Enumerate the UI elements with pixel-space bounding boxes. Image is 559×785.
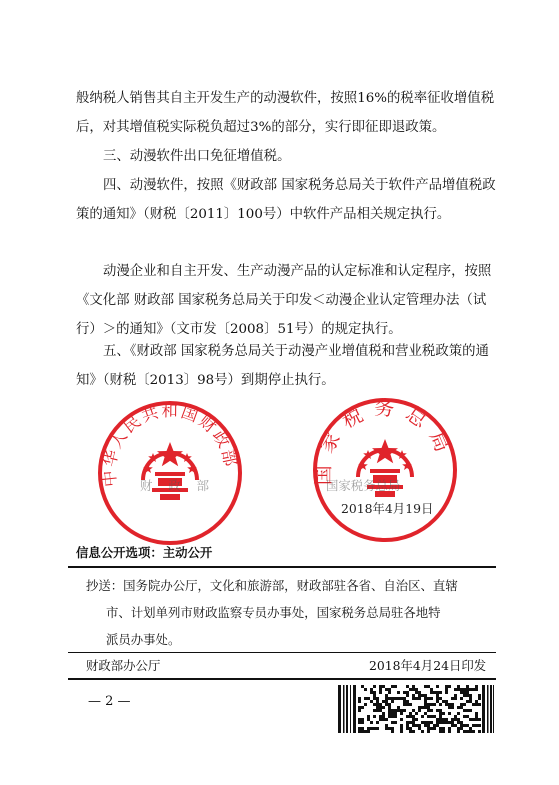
paragraph-enterprise-criteria: 动漫企业和自主开发、生产动漫产品的认定标准和认定程序，按照《文化部 财政部 国家税务总局关于印发＜动漫企业认定管理办法（试行）＞的通知》（文市发〔2008〕51号）的规定执行。: [76, 264, 492, 337]
divider-top: [68, 566, 496, 568]
cc-line-2: 市、计划单列市财政监察专员办事处，国家税务总局驻各地特: [106, 605, 441, 620]
state-taxation-seal: [310, 395, 460, 545]
cc-line-3: 派员办事处。: [106, 632, 181, 647]
seal-right-text: 国家税务总局: [310, 395, 459, 486]
issuing-office: 财政部办公厅: [86, 658, 161, 673]
signature-ministry-of-finance: 财 政 部: [140, 478, 216, 493]
divider-middle: [68, 652, 496, 653]
signature-state-taxation: 国家税务总局: [326, 478, 401, 493]
barcode-qr-icon: [336, 683, 496, 735]
paragraph-continuation: 般纳税人销售其自主开发生产的动漫软件，按照16%的税率征收增值税后，对其增值税实际税负超过3%的部分，实行即征即退政策。: [76, 91, 495, 135]
cc-block: [86, 572, 491, 653]
signing-date: 2018年4月19日: [341, 501, 434, 516]
cc-line-1: 抄送：国务院办公厅，文化和旅游部，财政部驻各省、自治区、直辖: [86, 578, 458, 593]
issue-date: 2018年4月24日印发: [369, 658, 487, 673]
divider-bottom: [68, 678, 496, 680]
info-disclosure-option: 信息公开选项：主动公开: [76, 545, 213, 560]
paragraph-item-5: 五、《财政部 国家税务总局关于动漫产业增值税和营业税政策的通知》（财税〔2013〕98号）到期停止执行。: [76, 344, 489, 388]
ministry-of-finance-seal: [95, 398, 245, 548]
seal-left-text: 中华人民共和国财政部: [99, 401, 241, 488]
paragraph-item-3: 三、动漫软件出口免征增值税。: [103, 149, 291, 164]
page-number: — 2 —: [88, 694, 131, 709]
paragraph-item-4: 四、动漫软件，按照《财政部 国家税务总局关于软件产品增值税政策的通知》（财税〔2011〕100号）中软件产品相关规定执行。: [76, 178, 496, 222]
